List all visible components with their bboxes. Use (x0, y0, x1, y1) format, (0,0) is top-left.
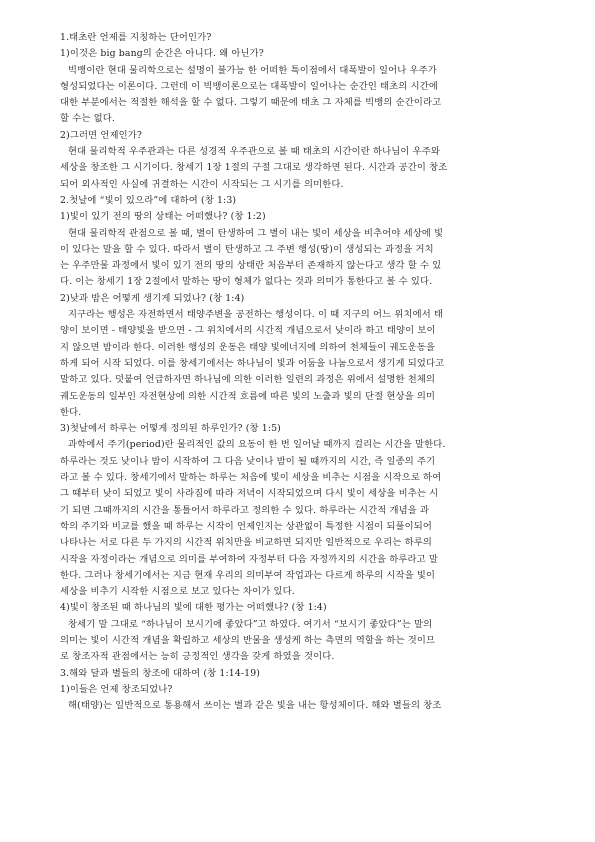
text-line: 지 않으면 밤이라 한다. 이러한 행성의 운동은 태양 빛에너지에 의하여 천체들이 궤도운동을 (60, 341, 436, 353)
text-line: 과학에서 주기(period)란 물리적인 값의 요동이 한 번 일어날 때까지 걸리는 시간을 말한다. (68, 439, 446, 451)
text-line: 빅뱅이란 현대 물리학으로는 설명이 불가능 한 어떠한 특이점에서 대폭발이 일어나 우주가 (68, 64, 437, 76)
text-line: 학의 주기와 비교를 했을 때 하루는 시작이 언제인지는 상관없이 특정한 시점이 되풀이되어 (60, 520, 432, 532)
text-line: 의미는 빛이 시간적 개념을 확립하고 세상의 반물을 생성케 하는 측면의 역할을 하는 것이므 (60, 634, 436, 646)
text-line: 로 창조자적 관점에서는 능히 긍정적인 생각을 갖게 하였을 것이다. (60, 651, 335, 663)
text-line: 2)그러면 언제인가? (60, 129, 142, 141)
text-line: 세상을 창조한 그 시기이다. 창세기 1장 1절의 구절 그대로 생각하면 된다. 시간과 공간이 창조 (60, 162, 448, 174)
text-line: 2)낮과 밤은 어떻게 생기게 되었나? (창 1:4) (60, 292, 245, 304)
text-line: 되어 외사적인 사실에 귀결하는 시간이 시작되는 그 시기를 의미한다. (60, 178, 344, 190)
text-line: 그 때부터 낮이 되었고 빛이 사라짐에 따라 저녁이 시작되었으며 다시 빛이 세상을 비추는 시 (60, 488, 439, 500)
text-line: 는 우주만물 과정에서 빛이 있기 전의 땅의 상태란 처음부터 존재하지 않는다고 생각 할 수 있 (60, 260, 442, 272)
text-line: 시작을 자정이라는 개념으로 의미를 부여하여 자정부터 다음 자정까지의 시간을 하루라고 말 (60, 553, 439, 565)
text-line: 라고 볼 수 있다. 창세기에서 말하는 하루는 처음에 빛이 세상을 비추는 시점을 시작으로 하여 (60, 472, 442, 484)
text-line: 양이 보이면 - 태양빛을 받으면 - 그 위치에서의 시간적 개념으로서 낮이라 하고 태양이 보이 (60, 325, 436, 337)
text-line: 4)빛이 창조된 때 하나님의 빛에 대한 평가는 어떠했나? (창 1:4) (60, 602, 327, 614)
text-line: 해(태양)는 일반적으로 통용해서 쓰이는 별과 같은 빛을 내는 항성체이다. 해와 별들의 창조 (68, 700, 442, 712)
text-line: 하루라는 것도 낮이나 밤이 시작하여 그 다음 낮이나 밤이 될 때까지의 시간, 즉 일종의 주기 (60, 455, 436, 467)
text-line: 대한 부분에서는 적절한 해석을 할 수 없다. 그렇기 때문에 태초 그 자체를 빅뱅의 순간이라고 (60, 97, 442, 109)
text-line: 3.해와 달과 별들의 창조에 대하여 (창 1:14-19) (60, 667, 261, 679)
text-line: 1.태초란 언제를 지칭하는 단어인가? (60, 32, 212, 43)
text-line: 하게 되어 시작 되었다. 이를 창세기에서는 하나님이 빛과 어둠을 나눔으로서 생기게 되었다고 (60, 357, 445, 369)
text-line: 세상을 비추기 시작한 시점으로 보고 있다는 차이가 있다. (60, 586, 295, 598)
text-line: 말하고 있다. 덧붙여 언급하자면 하나님에 의한 이러한 일련의 과정은 위에서 설명한 천체의 (60, 374, 436, 386)
text-line: 궤도운동의 일부인 자전현상에 의한 시간적 흐름에 따른 빛의 노출과 빛의 단절 현상을 의미 (60, 390, 436, 402)
text-line: 지구라는 행성은 자전하면서 태양주변을 공전하는 행성이다. 이 때 지구의 어느 위치에서 태 (68, 309, 444, 321)
text-line: 현대 물리학적 우주관과는 다른 성경적 우주관으로 볼 때 태초의 시간이란 하나님이 우주와 (68, 146, 440, 158)
text-line: 형성되었다는 이론이다. 그런데 이 빅뱅이론으로는 대폭발이 일어나는 순간인 태초의 시간에 (60, 80, 439, 92)
text-line: 기 되면 그때까지의 시간을 통틀어서 하루라고 정의한 수 있다. 하루라는 시간적 개념을 과 (60, 504, 430, 516)
text-line: 3)첫날에서 하루는 어떻게 정의된 하루인가? (창 1:5) (60, 423, 281, 435)
text-line: 할 수는 없다. (60, 113, 115, 125)
text-line: 현대 물리학적 관점으로 볼 때, 별이 탄생하여 그 별이 내는 빛이 세상을 비추어야 세상에 빛 (68, 227, 444, 239)
text-line: 창세기 말 그대로 “하나님이 보시기에 좋았다”고 하였다. 여기서 “보시기 좋았다”는 말의 (68, 618, 433, 630)
text-line: 나타나는 서로 다른 두 가지의 시간적 위치만을 비교하면 되지만 일반적으로 우리는 하루의 (60, 537, 432, 549)
text-line: 한다. 그러나 창세기에서는 지금 현재 우리의 의미부여 작업과는 다르게 하루의 시작을 빛이 (60, 569, 436, 581)
text-line: 1)이들은 언제 창조되었나? (60, 683, 173, 695)
text-line: 1)이것은 big bang의 순간은 아니다. 왜 아닌가? (60, 48, 264, 60)
text-line: 다. 이는 창세기 1장 2절에서 말하는 땅이 형체가 없다는 것과 의미가 통한다고 볼 수 있다. (60, 276, 433, 288)
text-line: 2.첫날에 “빛이 있으라”에 대하여 (창 1:3) (60, 194, 237, 206)
text-line: 이 있다는 말을 할 수 있다. 따라서 별이 탄생하고 그 주변 행성(땅)이 생성되는 과정을 거치 (60, 243, 434, 255)
text-line: 한다. (60, 406, 82, 418)
text-line: 1)빛이 있기 전의 땅의 상태는 어떠했나? (창 1:2) (60, 211, 266, 223)
